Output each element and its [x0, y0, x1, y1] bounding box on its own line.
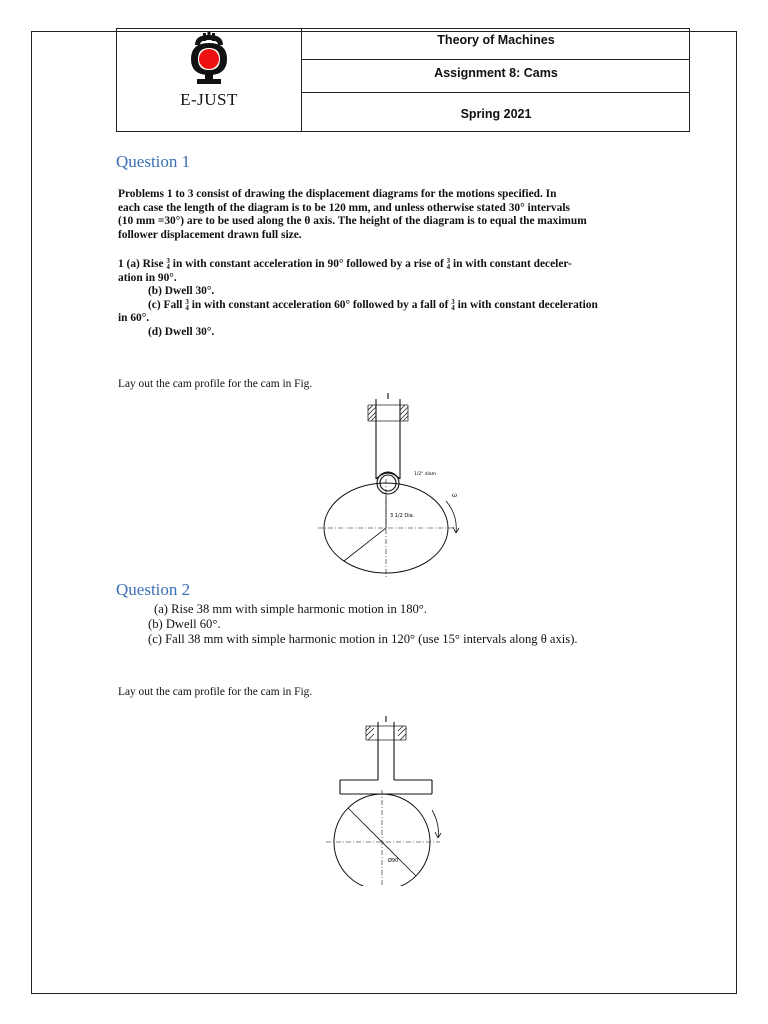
question-2-heading: Question 2 — [116, 580, 191, 599]
question-1-items — [118, 258, 678, 339]
question-2-layout-text: Lay out the cam profile for the cam in Fig. — [118, 686, 313, 698]
item-a-pre: 1 (a) Rise — [118, 258, 164, 270]
ejust-logo-icon — [117, 29, 301, 91]
question-1-layout-text: Lay out the cam profile for the cam in Fig. — [118, 378, 313, 390]
cam-diameter-label: Ø90 — [388, 858, 399, 864]
cam-figure-2 — [320, 716, 450, 886]
logo-cell — [117, 29, 302, 131]
item-c-post: in with constant deceleration — [457, 298, 598, 311]
cam-figure-1 — [310, 393, 460, 581]
item-a-post: in with constant deceler- — [452, 258, 572, 270]
fraction: 3 4 — [166, 257, 170, 272]
item-c-line2: in 60°. — [118, 312, 150, 324]
item-d: (d) Dwell 30°. — [148, 325, 215, 338]
item-c-mid: in with constant acceleration 60° followed by a fall of — [191, 298, 449, 311]
item-b: (b) Dwell 30°. — [148, 285, 215, 297]
cam-dim-label: 3 1/2 Dia. — [390, 513, 415, 519]
follower-dim-label: 1/2" diam — [414, 472, 436, 477]
intro-line: each case the length of the diagram is to be 120 mm, and unless otherwise stated 30° intervals — [118, 201, 570, 214]
q2-item-b: (b) Dwell 60°. — [148, 617, 221, 631]
fraction: 3 4 — [185, 297, 189, 312]
header-table — [116, 28, 690, 132]
question-2-items — [148, 602, 688, 647]
assignment-title: Assignment 8: Cams — [302, 60, 690, 93]
fraction: 3 4 — [446, 257, 451, 272]
item-a-line1 — [118, 258, 678, 272]
item-c-line1 — [118, 299, 678, 313]
intro-line: (10 mm =30°) are to be used along the θ axis. The height of the diagram is to equal the maximum — [118, 215, 587, 227]
intro-line: follower displacement drawn full size. — [118, 228, 302, 241]
question-1-heading: Question 1 — [116, 152, 191, 171]
item-a-line2: ation in 90°. — [118, 271, 177, 284]
intro-line: Problems 1 to 3 consist of drawing the displacement diagrams for the motions specified. In — [118, 188, 557, 200]
term-label: Spring 2021 — [460, 107, 532, 121]
q2-item-c: (c) Fall 38 mm with simple harmonic motion in 120° (use 15° intervals along θ axis). — [148, 632, 578, 646]
question-1-intro — [118, 188, 678, 242]
item-c-pre: (c) Fall — [148, 298, 183, 311]
logo-text: E-JUST — [180, 90, 238, 109]
fraction: 3 4 — [451, 297, 455, 312]
omega-label: ω — [452, 492, 457, 499]
course-title: Theory of Machines — [302, 29, 690, 60]
item-a-mid: in with constant acceleration in 90° followed by a rise of — [172, 258, 444, 270]
q2-item-a: (a) Rise 38 mm with simple harmonic motion in 180°. — [154, 602, 427, 616]
